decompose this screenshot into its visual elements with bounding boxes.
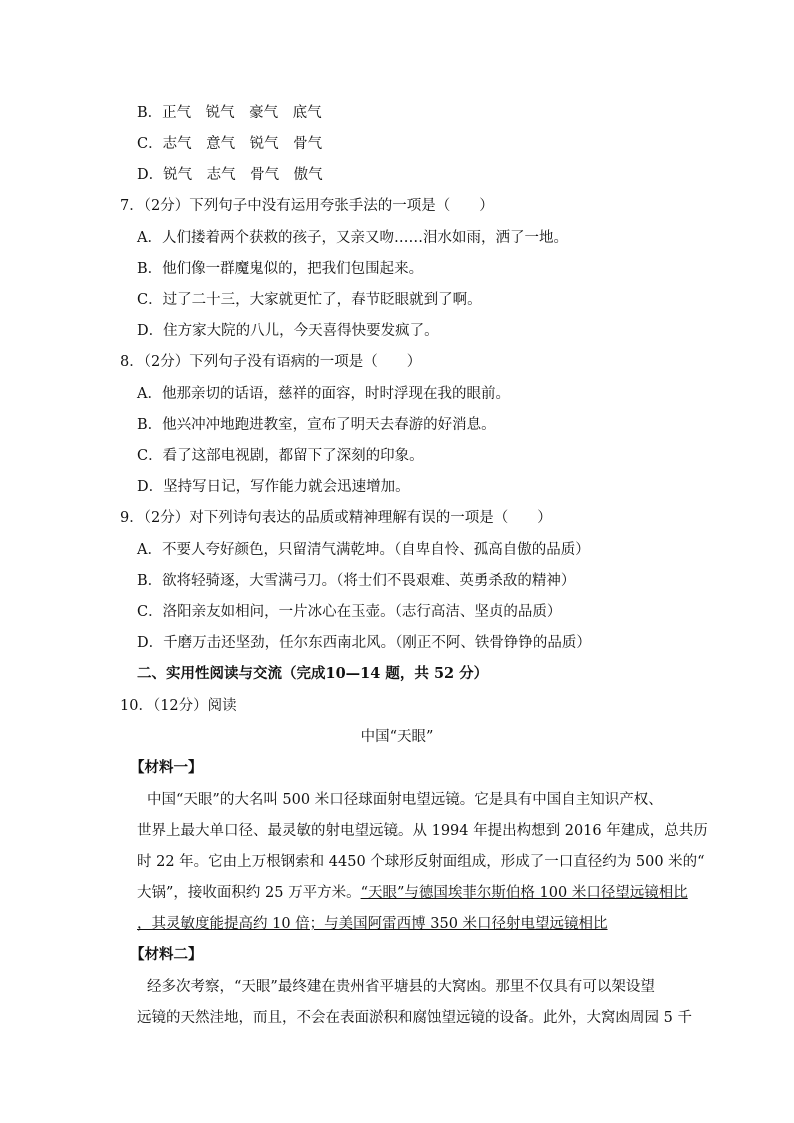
material-one-text: 大锅”，接收面积约 25 万平方米。 — [137, 885, 361, 901]
q8-option-a: A．他那亲切的话语，慈祥的面容，时时浮现在我的眼前。 — [137, 386, 510, 402]
section-heading: 二、实用性阅读与交流（完成10—14 题，共 52 分） — [137, 665, 489, 682]
q10-stem: 10．（12分）阅读 — [120, 698, 237, 714]
q9-option-c: C．洛阳亲友如相问，一片冰心在玉壶。（志行高洁、坚贞的品质） — [137, 604, 562, 620]
q7-option-a: A．人们搂着两个获救的孩子，又亲又吻……泪水如雨，洒了一地。 — [137, 230, 568, 246]
underlined-sentence: ，其灵敏度能提高约 10 倍；与美国阿雷西博 350 米口径射电望远镜相比 — [137, 916, 608, 932]
q8-stem: 8．（2分）下列句子没有语病的一项是（ ） — [120, 354, 422, 370]
q9-option-b: B．欲将轻骑逐，大雪满弓刀。（将士们不畏艰难、英勇杀敌的精神） — [137, 573, 576, 589]
material-two-line: 远镜的天然洼地，而且，不会在表面淤积和腐蚀望远镜的设备。此外，大窝凼周园 5 千 — [137, 1010, 692, 1026]
material-one-line: 世界上最大单口径、最灵敏的射电望远镜。从 1994 年提出构想到 2016 年建成，总共历 — [137, 823, 708, 839]
q7-option-b: B．他们像一群魔鬼似的，把我们包围起来。 — [137, 261, 424, 277]
q8-option-b: B．他兴冲冲地跑进教室，宣布了明天去春游的好消息。 — [137, 417, 496, 433]
material-one-line — [137, 883, 688, 903]
q6-option-b: B．正气 锐气 豪气 底气 — [137, 105, 322, 121]
q7-stem: 7．（2分）下列句子中没有运用夸张手法的一项是（ ） — [120, 198, 494, 214]
underlined-sentence: “天眼”与德国埃菲尔斯伯格 100 米口径望远镜相比 — [360, 885, 688, 901]
q7-option-d: D．住方家大院的八儿，今天喜得快要发疯了。 — [137, 323, 439, 339]
material-two-line: 经多次考察，“天眼”最终建在贵州省平塘县的大窝凼。那里不仅具有可以架设望 — [147, 979, 655, 995]
q6-option-c: C．志气 意气 锐气 骨气 — [137, 136, 323, 152]
q9-option-a: A．不要人夸好颜色，只留清气满乾坤。（自卑自怜、孤高自傲的品质） — [137, 542, 590, 558]
q8-option-d: D．坚持写日记，写作能力就会迅速增加。 — [137, 479, 410, 495]
q9-option-d: D．千磨万击还坚劲，任尔东西南北风。（刚正不阿、铁骨铮铮的品质） — [137, 635, 591, 651]
material-two-label: 【材料二】 — [130, 946, 203, 963]
q9-stem: 9．（2分）对下列诗句表达的品质或精神理解有误的一项是（ ） — [120, 510, 552, 526]
material-one-line: 中国“天眼”的大名叫 500 米口径球面射电望远镜。它是具有中国自主知识产权、 — [147, 792, 663, 808]
article-title: 中国“天眼” — [360, 729, 434, 745]
material-one-line: 时 22 年。它由上万根钢索和 4450 个球形反射面组成，形成了一口直径约为 500 米的“ — [137, 854, 705, 870]
material-one-label: 【材料一】 — [130, 759, 203, 776]
q6-option-d: D．锐气 志气 骨气 傲气 — [137, 167, 323, 183]
q7-option-c: C．过了二十三，大家就更忙了，春节眨眼就到了啊。 — [137, 292, 482, 308]
q8-option-c: C．看了这部电视剧，都留下了深刻的印象。 — [137, 448, 424, 464]
